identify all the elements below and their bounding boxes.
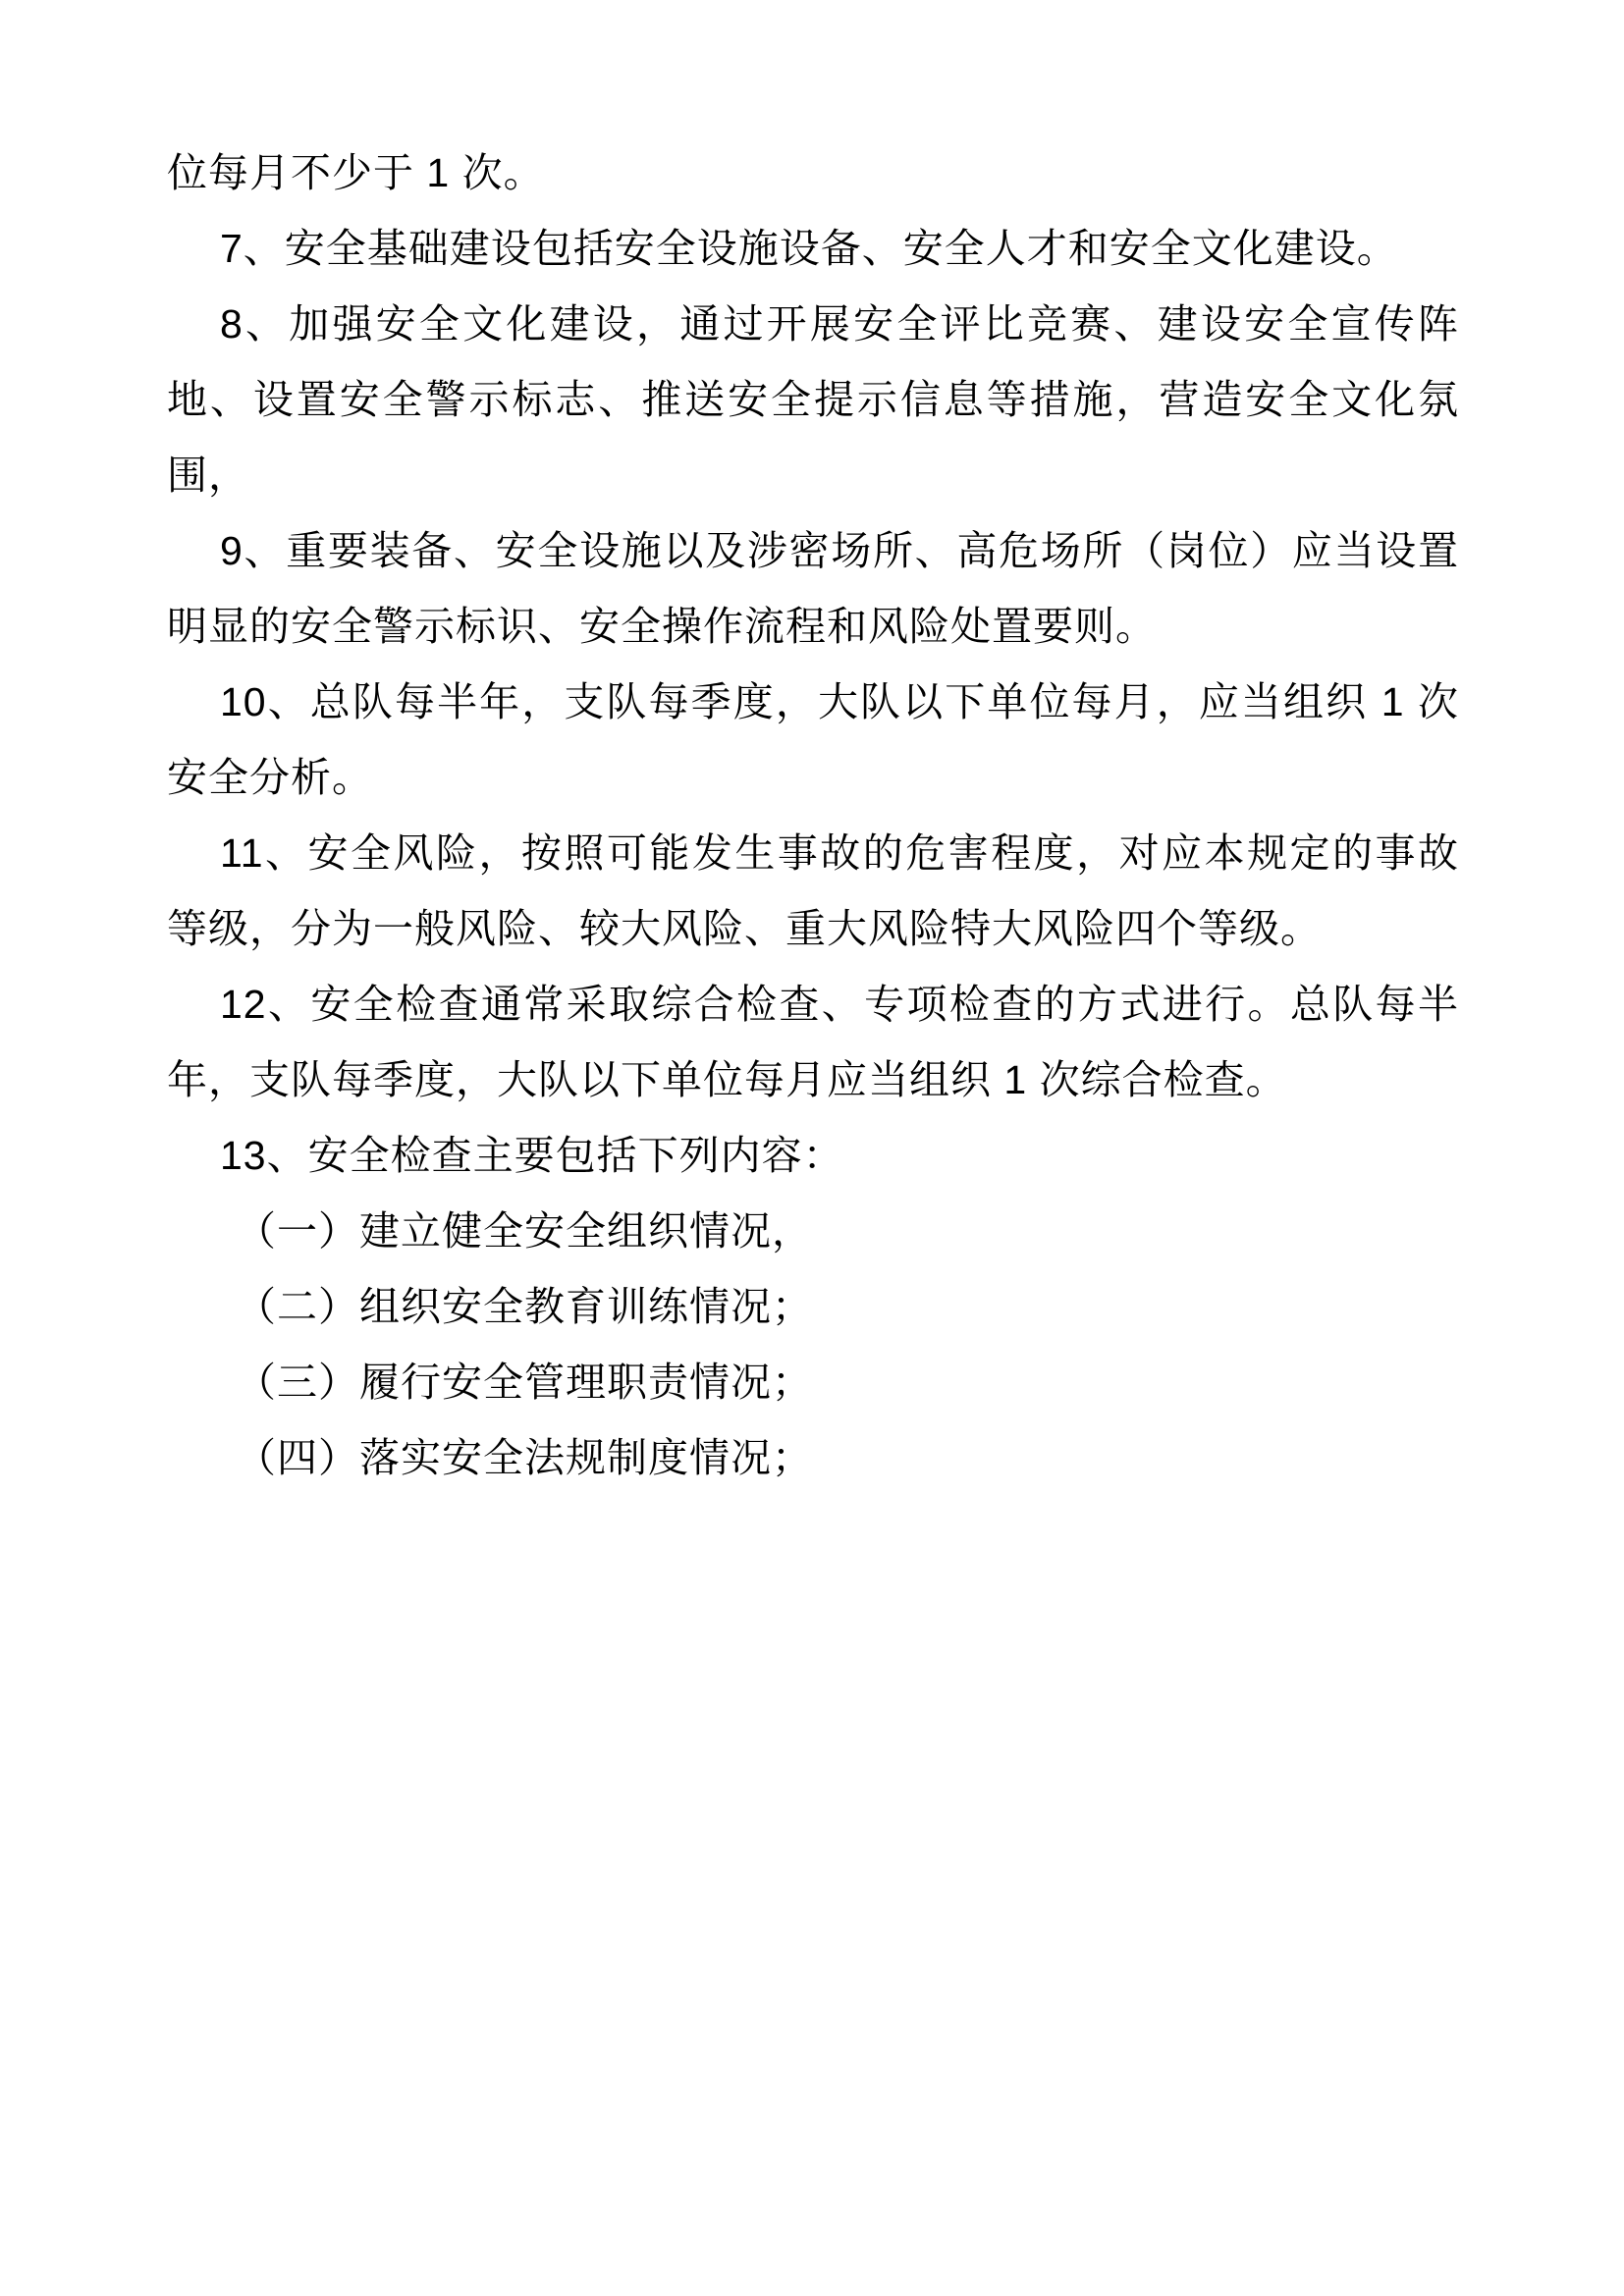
paragraph: （三）履行安全管理职责情况； — [236, 1360, 813, 1405]
paragraph: 8、加强安全文化建设，通过开展安全评比竞赛、建设安全宣传阵地、设置安全警示标志、推送安全提示信息等措施，营造安全文化氛围， — [167, 301, 1459, 498]
paragraph: （一）建立健全安全组织情况， — [236, 1208, 813, 1254]
paragraph: 12、安全检查通常采取综合检查、专项检查的方式进行。总队每半年，支队每季度，大队以下单位每月应当组织 1 次综合检查。 — [167, 982, 1459, 1102]
document-body — [167, 135, 1459, 1496]
paragraph: （四）落实安全法规制度情况； — [236, 1435, 813, 1480]
paragraph: 7、安全基础建设包括安全设施设备、安全人才和安全文化建设。 — [220, 226, 1398, 271]
paragraph: 位每月不少于 1 次。 — [167, 150, 545, 195]
paragraph: 9、重要装备、安全设施以及涉密场所、高危场所（岗位）应当设置明显的安全警示标识、安全操作流程和风险处置要则。 — [167, 528, 1459, 649]
paragraph: 13、安全检查主要包括下列内容： — [220, 1133, 844, 1178]
paragraph: 11、安全风险，按照可能发生事故的危害程度，对应本规定的事故等级，分为一般风险、较大风险、重大风险特大风险四个等级。 — [167, 830, 1459, 951]
paragraph: （二）组织安全教育训练情况； — [236, 1284, 813, 1329]
paragraph: 10、总队每半年，支队每季度，大队以下单位每月，应当组织 1 次安全分析。 — [167, 679, 1459, 800]
